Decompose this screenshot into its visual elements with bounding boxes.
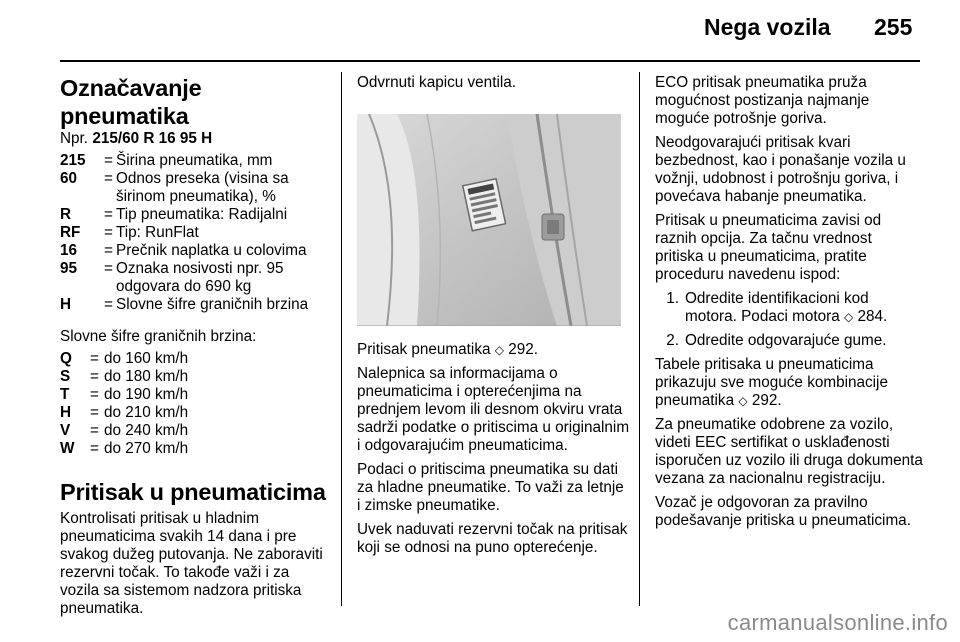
page-link[interactable]: 284. <box>857 308 888 325</box>
tables-paragraph: Tabele pritisaka u pneumaticima prikazuju sve moguće kombinacije pneumatika ◇ 292. <box>655 356 888 409</box>
driver-responsibility-paragraph: Vozač je odgovoran za pravilno podešavanje pritiska u pneumaticima. <box>655 494 911 529</box>
definition-row: H = Slovne šifre graničnih brzina <box>60 296 309 313</box>
definition-row: RF = Tip: RunFlat <box>60 224 199 241</box>
tire-label-door-frame-photo <box>357 114 621 326</box>
page-reference-icon: ◇ <box>844 310 854 324</box>
list-item: 1. Odredite identifikacioni kod motora. Podaci motora ◇ 284. <box>666 290 888 325</box>
column-divider-1 <box>341 72 342 606</box>
speed-row: S = do 180 km/h <box>60 368 189 385</box>
definition-list <box>60 152 330 314</box>
example-line: Npr. 215/60 R 16 95 H <box>60 130 213 147</box>
spare-wheel-paragraph: Uvek naduvati rezervni točak na pritisak koji se odnosi na puno opterećenje. <box>357 521 628 556</box>
speed-row: H = do 210 km/h <box>60 404 189 421</box>
speed-row: V = do 240 km/h <box>60 422 189 439</box>
valve-cap-instruction: Odvrnuti kapicu ventila. <box>357 74 516 91</box>
definition-row: 215 = Širina pneumatika, mm <box>60 152 273 169</box>
definition-row: 95 = Oznaka nosivosti npr. 95 odgovara do 690 kg <box>60 260 284 295</box>
safety-paragraph: Neodgovarajući pritisak kvari bezbednost, kao i ponašanje vozila u vožnji, udobnost i potrošnju goriva, i povećava habanje pneumatika. <box>655 134 906 205</box>
list-item: 2. Odredite odgovarajuće gume. <box>666 332 887 349</box>
definition-row: 60 = Odnos preseka (visina sa širinom pneumatika), % <box>60 170 289 205</box>
speed-row: W = do 270 km/h <box>60 440 189 457</box>
page-reference-icon: ◇ <box>738 394 748 408</box>
speed-row: Q = do 160 km/h <box>60 350 189 367</box>
eco-paragraph: ECO pritisak pneumatika pruža mogućnost postizanja najmanje moguće potrošnje goriva. <box>655 74 870 127</box>
definition-row: R = Tip pneumatika: Radijalni <box>60 206 288 223</box>
speed-row: T = do 190 km/h <box>60 386 189 403</box>
definition-row: 16 = Prečnik naplatka u colovima <box>60 242 307 259</box>
procedure-list <box>655 290 923 350</box>
label-info-paragraph: Nalepnica sa informacijama o pneumaticima i opterećenjima na prednjem levom ili desnom okviru vrata sadrži podatke o pritiscima u originalnim i odgovarajućim pneumaticima. <box>357 365 630 454</box>
page-link[interactable]: 292. <box>751 392 782 409</box>
column-2 <box>357 74 631 563</box>
column-3 <box>655 74 923 536</box>
page-reference-icon: ◇ <box>494 343 504 357</box>
pressure-paragraph: Kontrolisati pritisak u hladnim pneumaticima svakih 14 dana i pre svakog dužeg putovanja. Ne zaboraviti rezervni točak. To takođe važi i za vozila sa sistemom nadzora pritiska pneumatika. <box>60 510 323 617</box>
page-link[interactable]: 292. <box>508 341 538 358</box>
tire-pressure-ref: Pritisak pneumatika ◇ 292. <box>357 341 538 358</box>
cold-tire-paragraph: Podaci o pritiscima pneumatika su dati za hladne pneumatike. To važi za letnje i zimske pneumatike. <box>357 461 624 514</box>
speed-intro: Slovne šifre graničnih brzina: <box>60 328 257 345</box>
watermark: carmanualsonline.info <box>727 610 948 635</box>
options-paragraph: Pritisak u pneumaticima zavisi od raznih opcija. Za tačnu vrednost pritiska u pneumaticima, pratite proceduru navedenu ispod: <box>655 212 882 283</box>
section-heading-tire-pressure: Pritisak u pneumaticima <box>60 479 326 505</box>
eec-paragraph: Za pneumatike odobrene za vozilo, videti EEC sertifikat o usklađenosti isporučen uz vozilo ili druga dokumenta vezana za nacionalnu registraciju. <box>655 416 923 487</box>
column-1 <box>60 74 330 624</box>
example-code: 215/60 R 16 95 H <box>92 130 213 147</box>
page-number: 255 <box>874 14 913 40</box>
column-divider-2 <box>639 72 640 606</box>
speed-list <box>60 350 330 458</box>
header-rule <box>60 60 920 62</box>
section-heading-tire-marking: Označavanje pneumatika <box>60 75 202 129</box>
page-header-title: Nega vozila <box>704 14 831 40</box>
